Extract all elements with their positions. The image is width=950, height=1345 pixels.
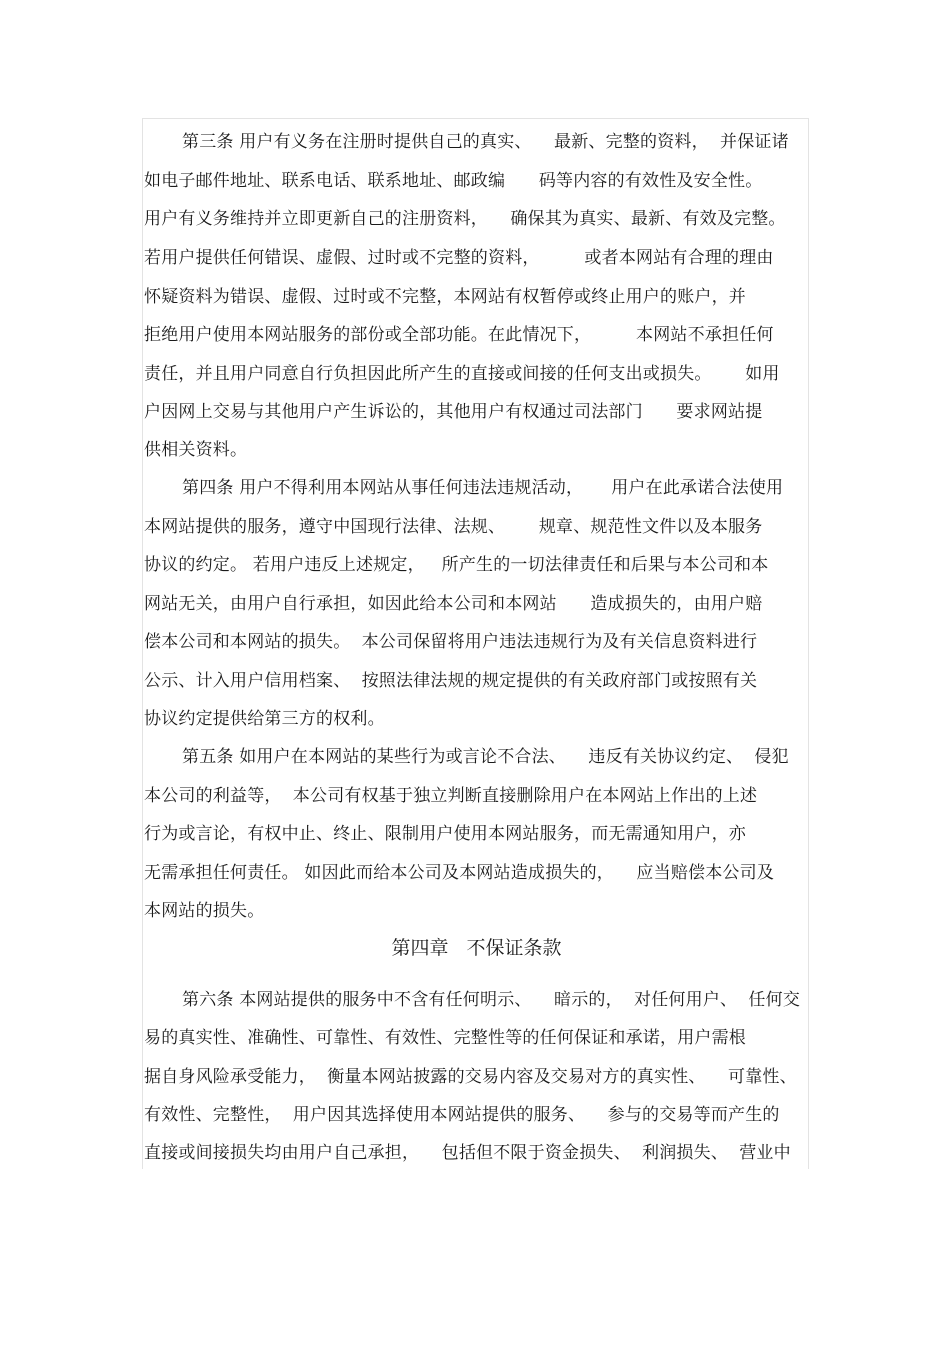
article-5-line-1: 第五条 如用户在本网站的某些行为或言论不合法、 违反有关协议约定、 侵犯 (182, 747, 789, 767)
article-4-line-4: 网站无关，由用户自行承担，如因此给本公司和本网站 造成损失的，由用户赔 (144, 594, 763, 614)
article-4-line-2: 本网站提供的服务，遵守中国现行法律、法规、 规章、规范性文件以及本服务 (144, 517, 763, 537)
article-6-line-4: 有效性、完整性， 用户因其选择使用本网站提供的服务、 参与的交易等而产生的 (144, 1105, 780, 1125)
article-3-line-4: 若用户提供任何错误、虚假、过时或不完整的资料， 或者本网站有合理的理由 (144, 248, 774, 268)
article-4-line-3: 协议的约定。 若用户违反上述规定， 所产生的一切法律责任和后果与本公司和本 (144, 555, 769, 575)
article-3-line-3: 用户有义务维持并立即更新自己的注册资料， 确保其为真实、最新、有效及完整。 (144, 209, 786, 229)
article-4-line-5: 偿本公司和本网站的损失。 本公司保留将用户违法违规行为及有关信息资料进行 (144, 632, 758, 652)
article-5-line-4: 无需承担任何责任。 如因此而给本公司及本网站造成损失的， 应当赔偿本公司及 (144, 863, 775, 883)
article-5-line-5: 本网站的损失。 (144, 901, 265, 921)
article-4-line-6: 公示、计入用户信用档案、 按照法律法规的规定提供的有关政府部门或按照有关 (144, 671, 758, 691)
article-3-line-5: 怀疑资料为错误、虚假、过时或不完整，本网站有权暂停或终止用户的账户，并 (144, 287, 746, 307)
article-3-line-6: 拒绝用户使用本网站服务的部份或全部功能。在此情况下， 本网站不承担任何 (144, 325, 774, 345)
article-3-line-2: 如电子邮件地址、联系电话、联系地址、邮政编 码等内容的有效性及安全性。 (144, 171, 763, 191)
article-3-line-1: 第三条 用户有义务在注册时提供自己的真实、 最新、完整的资料， 并保证诸 (182, 132, 789, 152)
article-6-line-1: 第六条 本网站提供的服务中不含有任何明示、 暗示的， 对任何用户、 任何交 (182, 990, 801, 1010)
article-5-line-2: 本公司的利益等， 本公司有权基于独立判断直接删除用户在本网站上作出的上述 (144, 786, 758, 806)
article-4-line-7: 协议约定提供给第三方的权利。 (144, 709, 385, 729)
chapter-heading: 第四章 不保证条款 (391, 937, 562, 959)
article-3-line-8: 户因网上交易与其他用户产生诉讼的，其他用户有权通过司法部门 要求网站提 (144, 402, 763, 422)
article-6-line-2: 易的真实性、准确性、可靠性、有效性、完整性等的任何保证和承诺，用户需根 (144, 1028, 746, 1048)
article-6-line-5: 直接或间接损失均由用户自己承担， 包括但不限于资金损失、 利润损失、 营业中 (144, 1143, 791, 1163)
article-4-line-1: 第四条 用户不得利用本网站从事任何违法违规活动， 用户在此承诺合法使用 (182, 478, 784, 498)
article-3-line-7: 责任，并且用户同意自行负担因此所产生的直接或间接的任何支出或损失。 如用 (144, 364, 780, 384)
article-3-line-9: 供相关资料。 (144, 440, 248, 460)
article-6-line-3: 据自身风险承受能力， 衡量本网站披露的交易内容及交易对方的真实性、 可靠性、 (144, 1067, 797, 1087)
article-5-line-3: 行为或言论，有权中止、终止、限制用户使用本网站服务，而无需通知用户，亦 (144, 824, 746, 844)
